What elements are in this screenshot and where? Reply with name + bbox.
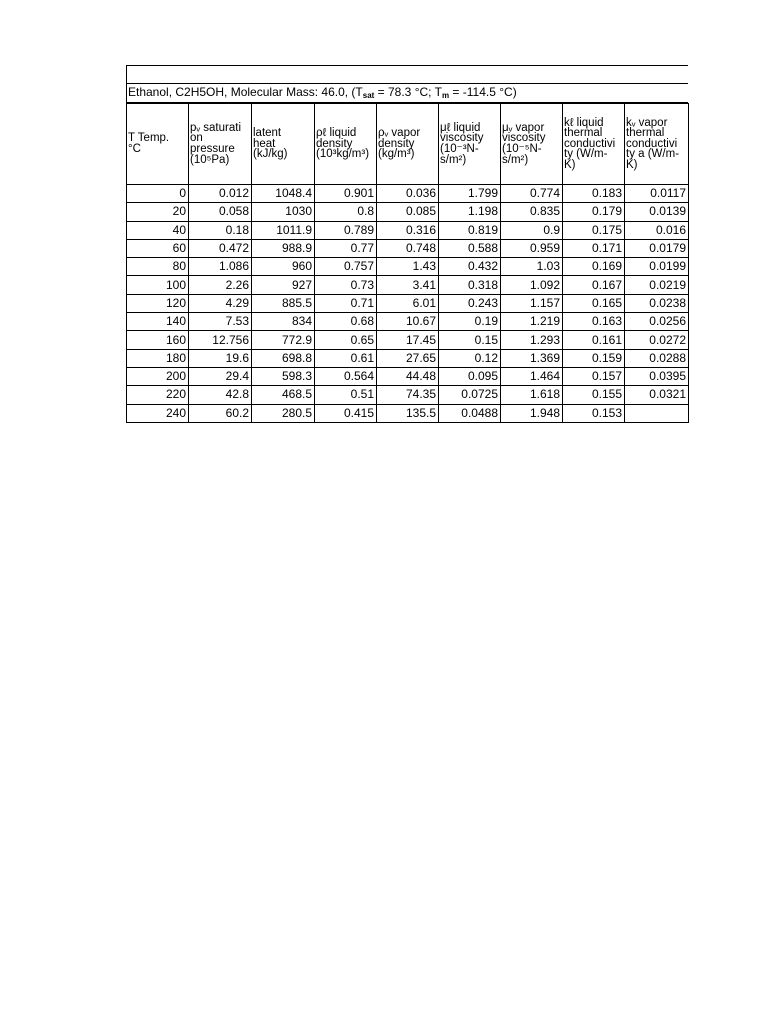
table-cell: 0.564 [315,367,377,385]
table-cell: 988.9 [252,239,315,257]
table-cell: 0.0272 [625,331,689,349]
table-cell: 0.0488 [439,404,501,422]
table-cell: 0.68 [315,313,377,331]
column-header-line: ρℓ liquid [316,127,357,140]
table-cell: 3.41 [377,276,439,294]
table-cell: 0.169 [563,258,625,276]
column-header-line: conductivi [626,137,678,150]
table-cell: 200 [127,367,189,385]
table-cell: 20 [127,203,189,221]
blank-header-row [126,65,688,84]
column-header-line: heat [253,137,276,150]
column-header-line: °C [128,143,141,155]
table-cell: 2.26 [189,276,252,294]
column-header-line: kᵥ vapor [626,116,668,129]
column-header [127,104,189,185]
table-cell: 698.8 [252,349,315,367]
table-cell: 1011.9 [252,221,315,239]
table-cell: 0.0117 [625,185,689,203]
table-cell: 0.316 [377,221,439,239]
table-cell: 0.167 [563,276,625,294]
table-cell: 960 [252,258,315,276]
table-cell: 927 [252,276,315,294]
table-cell: 0.0179 [625,239,689,257]
title-prefix: Ethanol, C2H5OH, Molecular Mass: 46.0, (T [128,85,363,99]
table-cell: 0.0288 [625,349,689,367]
property-table [126,103,689,423]
table-cell: 0.12 [439,349,501,367]
column-header-line: thermal [564,127,603,140]
table-cell: 0.0321 [625,386,689,404]
table-cell: 0.085 [377,203,439,221]
table-cell: 220 [127,386,189,404]
table-cell: 1030 [252,203,315,221]
table-cell: 0.901 [315,185,377,203]
table-cell: 0.77 [315,239,377,257]
table-cell: 4.29 [189,294,252,312]
table-cell: 140 [127,313,189,331]
column-header [189,104,252,185]
table-row [127,185,689,203]
table-cell: 60 [127,239,189,257]
table-cell: 1.618 [501,386,563,404]
column-header-line: ρᵥ vapor [378,127,421,140]
column-header-line: viscosity [502,132,546,145]
table-cell: 120 [127,294,189,312]
title-tm-subscript: m [441,91,450,100]
column-header [563,104,625,185]
table-cell: 0.095 [439,367,501,385]
column-header-line: ty a (W/m- [626,148,680,161]
table-cell: 0.163 [563,313,625,331]
table-cell: 0.058 [189,203,252,221]
table-cell: 0.175 [563,221,625,239]
table-cell: 160 [127,331,189,349]
column-header [501,104,563,185]
column-header-line: pressure [190,143,235,155]
table-cell: 60.2 [189,404,252,422]
column-header-line: density [378,137,415,150]
table-cell: 772.9 [252,331,315,349]
title-tsat-value: = 78.3 °C; T [374,85,442,99]
column-header-line: (kJ/kg) [253,148,288,161]
table-cell: 0.748 [377,239,439,257]
table-cell: 0.0725 [439,386,501,404]
table-cell: 0.819 [439,221,501,239]
table-cell: 1.43 [377,258,439,276]
table-cell: 1.198 [439,203,501,221]
title-tsat-subscript: sat [362,91,375,100]
table-row [127,239,689,257]
table-cell: 0.18 [189,221,252,239]
column-header-line: K) [626,158,638,171]
table-cell: 0.19 [439,313,501,331]
table-cell: 80 [127,258,189,276]
table-cell: 1.369 [501,349,563,367]
table-cell: 180 [127,349,189,367]
table-cell: 1.092 [501,276,563,294]
table-cell: 0.036 [377,185,439,203]
column-header [625,104,689,185]
table-cell: 135.5 [377,404,439,422]
table-cell: 74.35 [377,386,439,404]
column-header-line: (kg/m³) [378,148,415,161]
column-header-line: s/m²) [502,153,529,166]
table-body [127,185,689,423]
column-header-line: conductivi [564,137,616,150]
column-header [252,104,315,185]
table-row [127,386,689,404]
table-cell: 1.464 [501,367,563,385]
table-title [126,84,688,103]
table-row [127,404,689,422]
column-header-row [127,104,689,185]
table-cell: 0.161 [563,331,625,349]
table-cell: 29.4 [189,367,252,385]
table-cell: 0.959 [501,239,563,257]
table-row [127,367,689,385]
table-cell: 0.016 [625,221,689,239]
table-cell: 40 [127,221,189,239]
column-header [315,104,377,185]
table-cell: 7.53 [189,313,252,331]
title-tm-value: = -114.5 °C) [449,85,517,99]
table-cell: 0.51 [315,386,377,404]
table-cell: 1.293 [501,331,563,349]
column-header-line: thermal [626,127,665,140]
table-row [127,203,689,221]
table-cell: 0.179 [563,203,625,221]
table-row [127,349,689,367]
table-cell: 0.65 [315,331,377,349]
table-cell: 0.183 [563,185,625,203]
table-cell: 0.159 [563,349,625,367]
column-header-line: μℓ liquid [440,121,481,134]
table-cell: 0 [127,185,189,203]
table-cell: 6.01 [377,294,439,312]
table-cell: 0.0256 [625,313,689,331]
column-header-line: (10⁻⁵N- [502,143,542,155]
column-header-line: (10⁻³N- [440,143,479,155]
column-header-line: (10³kg/m³) [316,148,370,161]
table-cell: 0.73 [315,276,377,294]
table-cell: 468.5 [252,386,315,404]
table-row [127,276,689,294]
table-cell: 0.153 [563,404,625,422]
table-cell: 0.0395 [625,367,689,385]
table-cell: 1.157 [501,294,563,312]
table-cell: 0.0199 [625,258,689,276]
table-row [127,258,689,276]
column-header-line: K) [564,158,576,171]
column-header-line: density [316,137,353,150]
table-cell: 0.415 [315,404,377,422]
table-cell: 0.165 [563,294,625,312]
table-cell: 10.67 [377,313,439,331]
property-sheet [126,65,688,423]
table-cell: 885.5 [252,294,315,312]
table-row [127,294,689,312]
table-cell: 0.155 [563,386,625,404]
column-header-line: ty (W/m- [564,148,608,161]
table-cell: 0.61 [315,349,377,367]
table-cell: 834 [252,313,315,331]
column-header [439,104,501,185]
table-cell: 0.835 [501,203,563,221]
table-cell: 1.086 [189,258,252,276]
table-cell: 1048.4 [252,185,315,203]
table-cell: 1.799 [439,185,501,203]
table-cell: 42.8 [189,386,252,404]
table-cell: 0.71 [315,294,377,312]
table-cell: 598.3 [252,367,315,385]
column-header-line: latent [253,127,282,140]
table-cell: 0.0219 [625,276,689,294]
table-cell: 0.757 [315,258,377,276]
table-cell: 1.03 [501,258,563,276]
table-cell: 0.472 [189,239,252,257]
table-cell: 27.65 [377,349,439,367]
column-header [377,104,439,185]
table-cell: 0.9 [501,221,563,239]
table-cell: 44.48 [377,367,439,385]
table-cell: 0.588 [439,239,501,257]
table-cell: 0.15 [439,331,501,349]
table-cell: 1.219 [501,313,563,331]
table-cell: 0.432 [439,258,501,276]
column-header-line: μᵥ vapor [502,121,545,134]
column-header-line: pᵥ saturati [190,121,241,134]
column-header-line: kℓ liquid [564,116,604,129]
table-cell: 17.45 [377,331,439,349]
table-cell: 12.756 [189,331,252,349]
table-cell: 240 [127,404,189,422]
table-cell: 0.243 [439,294,501,312]
table-cell: 100 [127,276,189,294]
table-cell: 0.171 [563,239,625,257]
table-cell [625,404,689,422]
table-cell: 0.789 [315,221,377,239]
column-header-line: s/m²) [440,153,467,166]
column-header-line: (10⁵Pa) [190,153,230,166]
table-row [127,313,689,331]
table-row [127,331,689,349]
column-header-line: viscosity [440,132,484,145]
table-cell: 0.318 [439,276,501,294]
table-cell: 280.5 [252,404,315,422]
column-header-line: on [190,132,203,145]
table-cell: 0.774 [501,185,563,203]
table-cell: 0.0139 [625,203,689,221]
table-cell: 0.012 [189,185,252,203]
table-cell: 0.0238 [625,294,689,312]
column-header-line: T Temp. [128,132,170,145]
table-cell: 1.948 [501,404,563,422]
table-cell: 19.6 [189,349,252,367]
table-cell: 0.8 [315,203,377,221]
table-cell: 0.157 [563,367,625,385]
table-row [127,221,689,239]
